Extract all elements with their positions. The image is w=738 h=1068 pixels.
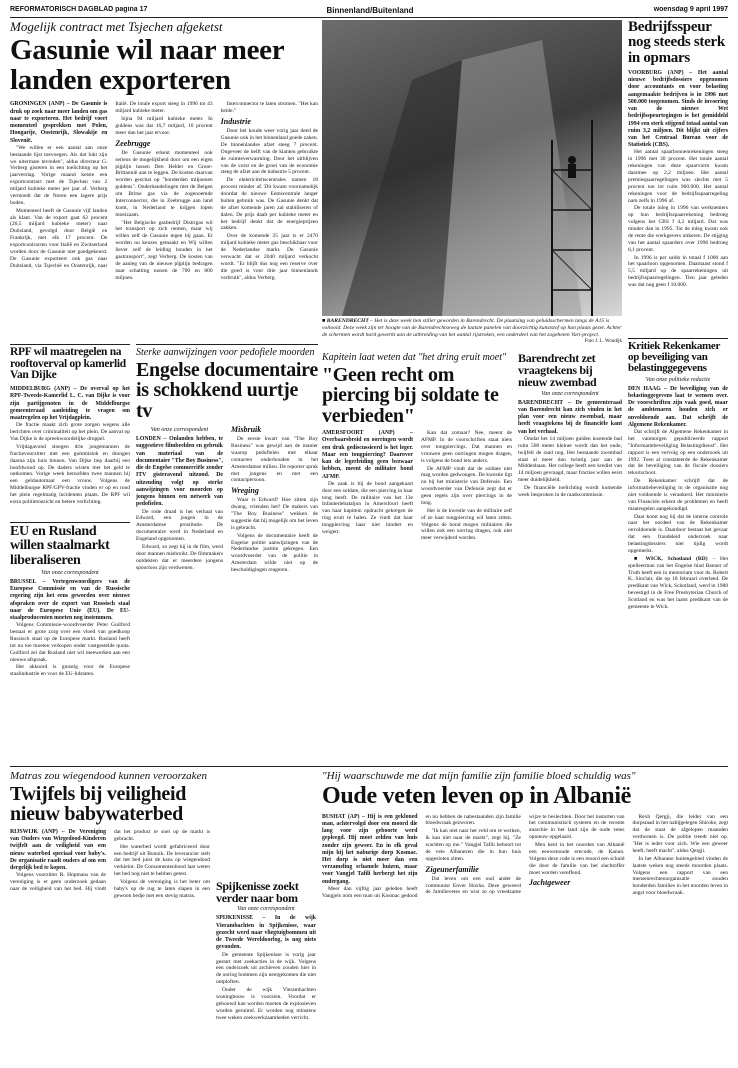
gasunie-sub-industrie: Industrie bbox=[220, 117, 251, 127]
documentaire-p1: De rode draad is het verhaal van Edward, een jongen in de Amsterdamse prostitutie. De documentaire werd in Nederland en Engeland opgenomen. bbox=[136, 508, 223, 543]
rpf-headline: RPF wil maatregelen na rooftoverval op kamerlid Van Dijke bbox=[10, 347, 126, 382]
photo-caption-text: Het is deze week tien stiller geworden in Barendrecht. De plaatsing van geluidsschermen langs de A15 is voltooid. Deze week zijn ter hoogte van de Barendrechtseweg de laatste panelen van doorzichtig kunststof op hun plaats gezet. Achter de schermen wordt hard gewerkt aan de uitbreiding van het aantal rijstroken, een onderdeel van het zogeheten Vari-project. bbox=[322, 318, 622, 338]
eu-byline: Van onze correspondent bbox=[41, 569, 99, 576]
article-bedrijfsspeur bbox=[628, 20, 728, 340]
kritiek-top-rule bbox=[628, 338, 728, 339]
albanie-p2: "Ik kan niet naar het veld om te werken, ik kan niet naar de markt", zegt hij. "Ze wachten op me." Vangjel Tafili behoort tot de vele Albanezen die in hun huis opgesloten zitten. bbox=[425, 828, 521, 862]
page-header-center: Binnenland/Buitenland bbox=[326, 6, 414, 15]
waterbed-headline: Twijfels bij veiligheid nieuw babywaterbed bbox=[10, 783, 187, 826]
gasunie-headline: Gasunie wil naar meer landen exporteren bbox=[10, 34, 284, 96]
piercing-p3: De AFMP vindt dat de soldate niet mag worden gedwongen. De kwestie ligt nu bij het ministerie van Defensie. Een woordvoerder van Defensie zegt dat er geen regels zijn over piercings in de tong. bbox=[421, 465, 512, 506]
article-piercing bbox=[322, 352, 512, 762]
gasunie-p9: Over de komende 25 jaar is er 2470 miljard kubieke meter gas beschikbaar voor de Nederlandse markt. De Gasunie verwacht dat er 2040 miljard verkocht wordt. "Er blijft dus nog een reserve over die goed is voor drie jaar binnenlands verbruik", aldus Verberg. bbox=[220, 233, 318, 281]
documentaire-p2: Edward, zo zegt hij in de film, werd door mannen misbruikt. De filmmakers ontdekten dat er meerdere jongens spoorloos zijn verdwenen. bbox=[136, 543, 223, 571]
kritiek-p2: De Rekenkamer schrijft dat de informatiebeveiliging in de organisatie nog niet voldoende is verankerd. Het ministerie van Financiën erkent de problemen en heeft maatregelen aangekondigd. bbox=[628, 478, 728, 512]
eu-headline: EU en Rusland willen staalmarkt liberaliseren bbox=[10, 525, 110, 568]
kritiek-p1: Dat schrijft de Algemene Rekenkamer in het vanmorgen gepubliceerde rapport "Informatiebeveiliging Belastingdienst". Het rapport is een vervolg op een onderzoek uit 1992. Toen al constateerde de Rekenkamer dat de beveiliging van de fiscale dossiers tekortschoot. bbox=[628, 429, 728, 477]
documentaire-top-rule bbox=[136, 344, 318, 345]
article-rpf bbox=[10, 347, 130, 517]
gasunie-p2: Momenteel heeft de Gasunie vijf landen als klant. Van de export gaat 62 procent (26,5 miljard kubieke meter) naar Duitsland, gevolgd door België en Frankrijk, met elk 17 procent. De exportcontracten voor Italië en Zwitserland worden door de Gasunie niet goedgekeurd. De Gasunie exporteert ook gas naar Duitsland, via Tsjechië en Oostenrijk, naar Italië. De totale export steeg in 1996 tot 43 miljard kubieke meter. bbox=[10, 101, 213, 269]
piercing-p2: Kan dat zomaar? Nee, meent de AFMP. In de voorschriften staat niets over tongpiercings. Dat mannen en vrouwen geen oorringen mogen dragen, is volgens de bond iets anders. bbox=[421, 430, 512, 464]
documentaire-sub-misbruik: Misbruik bbox=[231, 425, 262, 435]
albanie-kicker: "Hij waarschuwde me dat mijn familie zijn familie bloed schuldig was" bbox=[322, 770, 636, 782]
article-engelse-documentaire bbox=[136, 347, 318, 763]
photo-caption-tag: BARENDRECHT bbox=[326, 318, 369, 324]
piercing-p4: Het is de kwestie van de militaire zelf of ze haar tongpiercing wil laten zitten. Volgens de bond mogen militairen die willen ook een oorring dragen, ook niet meer verwijderd worden. bbox=[421, 507, 512, 542]
gasunie-lead: GRONINGEN (ANP) – De Gasunie is druk op zoek naar meer landen om gas naar te exporteren. Het bedrijf voert momenteel gesprekken met Polen, Hongarije, Oostenrijk, Slowakije en Slovenië. bbox=[10, 101, 108, 144]
documentaire-kicker: Sterke aanwijzingen voor pedofiele moorden bbox=[136, 347, 315, 358]
gasunie-p5: "Het Belgische gasbedrijf Distrigas wil het transport op zich nemen, maar wij willen zelf de Gasunie tegen bij gaan. Er worden nu keuzes gemaakt en Wij willen liever zelf de leiding houden in het gastransport", zegt Verberg. De kosten van de aanleg van de nieuwe pijplijn bedragen naar schatting tussen de 700 en 800 miljoen. bbox=[115, 219, 213, 281]
kritiek-p3: Daar komt nog bij dat de interne controle naar het oordeel van de Rekenkamer onvoldoende is. Daardoor bestaat het gevaar dat een fraudeleid onderzoek naar belastingdossiers niet tijdig wordt opgemerkt. bbox=[628, 513, 728, 554]
documentaire-p5: Volgens de documentaire heeft de Engelse politie aanwijzingen van de Nederlandse justitie gekregen. Een woordvoerder van de politie in Amsterdam wilde niet op de beschuldigingen reageren. bbox=[231, 532, 318, 574]
albanie-p6: In het Albanese buitengebied vinden de laatste weken nog steeds moorden plaats. Volgens een rapport van een mensenrechtenorganisatie zouden honderden families in het noorden leven in angst voor bloedwraak. bbox=[632, 855, 728, 897]
gasunie-p7: Door het koude weer vorig jaar deed de Gasunie ook in het binnenland goede zaken. De binnenlandse afzet steeg 7 procent. Ongeveer de helft van de klanten gebruikte de ruimteverwarming. Door het uitblijven van de vorst en de groei van de economie steeg de afzet aan de industrie 5 procent. bbox=[220, 128, 318, 176]
bom-byline: Van onze correspondent bbox=[237, 906, 295, 913]
documentaire-sub-wreging: Wreging bbox=[231, 486, 259, 496]
article-gasunie bbox=[10, 20, 318, 342]
kritiek-note-tag: WICK, Schotland (RD) bbox=[645, 555, 708, 562]
waterbed-p2: Het waterbed wordt gefabriceerd door een bedrijf uit Bunnik. De leverancier stelt dat het bed juist de kans op wiegendood verkleint. De Consumentenbond laat weten het bed nog niet te hebben getest. bbox=[114, 843, 210, 878]
gasunie-p6: Interconnector te laten stromen. "Het kan beide." bbox=[220, 101, 318, 115]
kritiek-note: ■ WICK, Schotland (RD) – Het spelleerman van het Engelse blad Banner of Truth heeft een in memoriam voor ds. Robert K. Sinclair, die op 18 februari overleed. De predikant van Wick, Schotland, werd in 1988 bevestigd in de Free Presbyterian Church of Scotland en was het laatst predikant van de gemeente te Wick. bbox=[628, 555, 728, 610]
gasunie-p1: "We willen er een aantal aan onze bestaande lijst toevoegen. Als dat lukt zijn we uitermate tevreden", aldus directeur G. Verberg gisteren in een toelichting op het jaarverslag. Vorige maand ketste een exportcontract met de Tsjechen van 2 miljard kubieke meter per jaar af. Verberg vermoedt dat de Noren een lagere prijs boden. bbox=[10, 144, 108, 206]
eu-lead: BRUSSEL – Vertegenwoordigers van de Europese Commissie en van de Russische regering zijn het eens geworden over nieuwe afspraken over de export van Russisch staal naar de Europese Unie (EU). De EU-staalproducenten moeten nog instemmen. bbox=[10, 578, 130, 621]
waterbed-kicker: Matras zou wiegendood kunnen veroorzaken bbox=[10, 770, 207, 782]
gasunie-p8: De elektriciteitscentrales namen 18 procent minder af. Dit kwam voornamelijk doordat de nieuwe Eemscentrale langer buiten gebruik was. De Gasunie denkt dat de afzet komende jaren zal stabiliseren of dalen. De prijs daalt per kubieke meter en het bedrijf denkt dat de energieprijzen zakken. bbox=[220, 177, 318, 232]
albanie-p5: Rexh Qergji, die leider van een dorpsraad in het nabijgelegen Shiroke, zegt dat de staat de afgelopen maanden verdwenen is. De politie treedt niet op. "Het is ieder voor zich. Wie een geweer heeft, heeft macht", aldus Qergji. bbox=[632, 813, 728, 854]
zwembad-byline: Van onze correspondent bbox=[541, 390, 599, 397]
article-kritiek-rekenkamer bbox=[628, 341, 728, 764]
page-header-left: REFORMATORISCH DAGBLAD pagina 17 bbox=[10, 6, 148, 13]
bedrijfsspeur-lead: VOORBURG (ANP) – Het aantal nieuwe bedrijfsdossiers opgenomen door accountants en voor belasting aangemaakte bedrijven is in 1996 met 500.000 toegenomen. Sinds de invoering van de nieuwe Wet bedrijfsspeurtegingen is het gemiddeld 1994 een sterk stijgend totaal aantal van ruim 3,2 miljoen. Dit blijkt uit cijfers van het Centraal Bureau voor de Statistiek (CBS). bbox=[628, 69, 728, 149]
kritiek-note-text: Het spelleerman van het Engelse blad Banner of Truth heeft een in memoriam voor ds. Robert K. Sinclair, die op 18 februari overleed. De predikant van Wick, Schotland, werd in 1988 bevestigd in de Free Presbyterian Church of Scotland en was het laatst predikant van de gemeente te Wick. bbox=[628, 555, 728, 610]
rpf-p1: De fractie maakt zich grote zorgen wegens alle berichten over criminaliteit op het plein. De aanval op Van Dijke is de spreekwoordelijke druppel. bbox=[10, 422, 130, 443]
bedrijfsspeur-p1: Het aantal spaarbonnenrekeningen steeg in 1996 met 30 procent. Het totale aantal rekeningen van deze spaarvorm kwam daarmee op 2,2 miljoen. Het aantal premiespaarregelingen was slechts met 5 procent toe tot ruim 900.000. Het aantal rekeningen voor de bedrijfsspaarregeling nam zelfs in 1996 af. bbox=[628, 149, 728, 204]
page-header-right: woensdag 9 april 1997 bbox=[653, 6, 728, 13]
kritiek-lead: DEN HAAG – De beveiliging van de belastinggegevens laat te wensen over. De voorschriften zijn vaak goed, maar de ambtenaren houden zich er onvoldoende aan. Dat schrijft de Algemene Rekenkamer. bbox=[628, 385, 728, 428]
zwembad-headline: Barendrecht zet vraagtekens bij nieuw zwembad bbox=[518, 352, 597, 390]
zwembad-p1: Omdat het 14 miljoen gulden kostende bad ruim 500 meter kleiner wordt dan het oude, twijfelt de raad nog. Het bestaande zwembad staat al meer dan twintig jaar aan de Middenbaan. Het college heeft een krediet van 14 miljoen gevraagd, maar fracties willen eerst meer duidelijkheid. bbox=[518, 435, 622, 484]
bom-headline: Spijkenisse zoekt verder naar bom bbox=[216, 880, 299, 906]
gasunie-p3: bijna 94 miljard kubieke meter. In guldens was dat 16,7 miljard, 10 procent meer dan het jaar ervoor. bbox=[115, 116, 213, 136]
eu-p1: Volgens Commissie-woordvoerder Peter Guilford bestaat er grote zorg over een vloed van goedkoop Russisch staal op de Europese markt. Rusland heeft tot nu toe moeten verkopen onder vastgestelde quota. Guilford zei dat Rusland niet wil meewerken aan een nieuwe afspraak. bbox=[10, 622, 130, 663]
gasunie-sub-zeebrugge: Zeebrugge bbox=[115, 138, 151, 148]
documentaire-headline: Engelse documentaire is schokkend uurtje tv bbox=[136, 359, 318, 422]
piercing-p1: De zaak is bij de bond aangekaart door een soldate, die een piercing in haar tong heeft. De militaire van het 13e Infanteriebataljon in Amersfoort heeft van haar kapitein opdracht gekregen de ring eruit te halen. Ze vindt dat haar tongpiercing haar niet hindert en weigert. bbox=[322, 480, 413, 535]
waterbed-lead: RIJSWIJK (ANP) – De Vereniging van Ouders van Wiegedood-Kinderen twijfelt aan de veiligheid van een nieuw waterbed speciaal voor baby's. De organisatie raadt ouders af om een dergelijk bed te kopen. bbox=[10, 828, 106, 872]
bedrijfsspeur-p2: De totale inleg in 1996 van werknemers op hun bedrijfsspaarrekening bedroeg volgens het CBS f 4,2 miljard. Dat was minder dan in 1995. Tot de inleg kwam ook de rente die werkgevers uitkeren. De stijging van het aantal spaarders over 1996 bedroeg 6,1 procent. bbox=[628, 205, 728, 253]
photo-credit: Foto J. L. Woudijk bbox=[584, 338, 622, 344]
albanie-p3: Dat leven om een oud ander de communist Enver Hoxha. Deze geweerd de familievetes en wist ze op vreedzame wijze te beslechten. Door het instorten van het communistisch systeem en de recente anarchie in het land zijn de oude vetes opnieuw opgelaaid. bbox=[425, 813, 625, 896]
albanie-p1: Meer dan vijftig jaar geleden heeft Vangjels oom een man uit Kosmac gedood en nu hebben de nabestaanden zijn familie bloedwraak gezworen. bbox=[322, 813, 521, 899]
documentaire-byline: Van onze correspondent bbox=[150, 427, 209, 434]
bedrijfsspeur-p3: In 1996 is per saldo in totaal f 1000 aan het spaarloon opgenomen. Daarnaast stond f 5,5 miljard op de spaarrekeningen uit bedrijfsspaarregelingen. Tien jaar geleden was dat nog geen f 10.000. bbox=[628, 254, 728, 289]
bom-p2: Onder de wijk Vierambachten woningbouw is voorzien. Voordat er gebouwd kan worden moeten de explosieven worden geruimd. Er worden nog minstens twee weken zoekwerkzaamheden verricht. bbox=[216, 987, 316, 1021]
documentaire-p3: De eerste kwart van "The Boy Business" was gewijd aan de manier waarop pedofielen met elkaar contacten onderhouden in het Amsterdamse milieu. De reporter sprak met jongens en met een contactpersoon. bbox=[231, 436, 318, 484]
albanie-sub-jachtgeweer: Jachtgeweer bbox=[529, 878, 571, 888]
bom-p1: De gemeente Spijkenisse is vorig jaar gestart met zoekacties in de wijk. Volgens een onderzoek uit archieven zouden hier in de oorlog bommen zijn neergekomen die niet ontploften. bbox=[216, 951, 316, 986]
kritiek-byline: Van onze politieke redactie bbox=[645, 376, 711, 383]
zwembad-lead: BARENDRECHT – De gemeenteraad van Barendrecht kan zich vinden in het plan voor een nieuw zwembad, maar heeft vraagtekens bij de financiële kant van het verhaal. bbox=[518, 399, 622, 435]
article-eu-rusland bbox=[10, 525, 130, 763]
article-spijkenisse-bom bbox=[216, 880, 316, 1060]
header-rule bbox=[10, 17, 728, 18]
photo-barendrecht-geluidsschermen bbox=[322, 20, 622, 316]
gasunie-kicker: Mogelijk contract met Tsjechen afgeketst bbox=[10, 20, 223, 34]
piercing-headline: "Geen recht om piercing bij soldate te verbieden" bbox=[322, 364, 499, 427]
eu-top-rule bbox=[10, 522, 130, 523]
article-albanie bbox=[322, 770, 728, 1060]
albanie-headline: Oude veten leven op in Albanië bbox=[322, 783, 632, 810]
zwembad-p2: De financiële toelichting wordt komende week besproken in de raadscommissie. bbox=[518, 485, 622, 498]
kritiek-headline: Kritiek Rekenkamer op beveiliging van belastinggegevens bbox=[628, 341, 720, 375]
eu-p2: Het akkoord is gunstig voor de Europese staalindustrie en voor de EU-lidstaten. bbox=[10, 664, 130, 678]
waterbed-p3: Volgens de vereniging is het beter om baby's op de rug te laten slapen in een gewoon bedje met een stevig matras. bbox=[114, 879, 210, 899]
article-babywaterbed bbox=[10, 770, 210, 1060]
documentaire-lead: LONDEN – Onlanden hebben, te suggestieve filmbeelden en gebruik van materiaal van de documentaire "The Boy Business", die de Engelse commerciële zender ITV gisteravond uitzond. De uitzending volgt op sterke aanwijzingen voor moorden op jongens binnen een netwerk van pedofielen. bbox=[136, 436, 223, 508]
albanie-p4: Men kent in het noorden van Albanië een eeuwenoude erecode, de Kanun. Volgens deze code is een moord een schuld die door de familie van het slachtoffer moet worden vereffend. bbox=[529, 842, 625, 876]
bedrijfsspeur-headline: Bedrijfsspeur nog steeds sterk in opmars bbox=[628, 20, 725, 66]
photo-caption: ■ BARENDRECHT – Het is deze week tien stiller geworden in Barendrecht. De plaatsing van geluidsschermen langs de A15 is voltooid. Deze week zijn ter hoogte van de Barendrechtseweg de laatste panelen van doorzichtig kunststof op hun plaats gezet. Achter de schermen wordt hard gewerkt aan de uitbreiding van het aantal rijstroken, een onderdeel van het zogeheten Vari-project. Foto J. L. Woudijk bbox=[322, 318, 622, 344]
article-barendrecht-zwembad bbox=[518, 352, 622, 762]
rpf-p2: Vrijdagavond sloegen drie jongemannen de fractievoorzitter met een gummistok en drongen daarna zijn huis binnen. Van Dijke liep daarbij een hoofdwond op. De daders wisten met het geld te ontkomen. Vorige week beroofden twee mannen bij een geldautomaat een vrouw. Volgens de Middelburgse RPF/GPV-fractie vinden er op en rond het plein regelmatig incidenten plaats. De RPF wil extra politietoezicht en betere verlichting. bbox=[10, 443, 130, 505]
albanie-lead: BUSHAT (AP) – Hij is een gekloned man, achtervolgd door een moord die lang voor zijn geboorte werd gepleegd. Hij moet zelden van huis zonder zijn geweer. En in elk geval mijn hij het naburige dorp Kosmac. Het dorp is niet meer dan een verzameling schamele huizen, maar voor Vangjel Tafili herbergt het zijn ondergang. bbox=[322, 813, 418, 885]
gasunie-p4: De Gasunie erkent momenteel ook serieus de mogelijkheid door om een eigen pijplijn tussen Den Helder en Groot-Brittannië aan te leggen. De kosten daarvan worden geschat op "honderden miljoenen guldens". Onderhandelingen met de Belgen om Britse gas via de zogenoemde Interconnector, die in Zeebrugge aan land komt, in Nederland te krijgen lopen moeizaam. bbox=[115, 149, 213, 218]
rpf-top-rule bbox=[10, 344, 130, 345]
piercing-kicker: Kapitein laat weten dat "het dring eruit moet" bbox=[322, 352, 507, 363]
rpf-lead: MIDDELBURG (ANP) – De overval op het RPF-Tweede-Kamerlid L. C. van Dijke is voor zijn partijgenoten in de Middelburgse gemeenteraad aanleiding te vragen om maatregelen op het Vrijdagplein. bbox=[10, 386, 130, 422]
bom-lead: SPIJKENISSE – In de wijk Vierambachten in Spijkenisse, waar gezocht werd naar vliegtuigbommen uit de Tweede Wereldoorlog, is nog niets gevonden. bbox=[216, 915, 316, 951]
lower-section-rule bbox=[10, 766, 728, 767]
piercing-lead: AMERSFOORT (ANP) – Overbaarsbreid en oorringen wordt een druk gediscussieerd is het leger. Maar een tongpiercing? Daarover kan de legerleiding geen bezwaar hebben, meent de militaire bond AFMP. bbox=[322, 430, 413, 480]
documentaire-p4: Waar is Edward? Hoe zitten zijn dwang, vrienden het? De makers van "The Boy Business" wekken de suggestie dat hij mogelijk om het leven is gebracht. bbox=[231, 497, 318, 531]
waterbed-p1: Volgens voorzitter R. Hopmans van de vereniging is er geen onderzoek gedaan naar de veiligheid van het bed. Hij vindt dat het product te snel op de markt is gebracht. bbox=[10, 828, 210, 893]
photo-scaffold-illustration bbox=[322, 20, 622, 316]
albanie-sub-zigeunerfamilie: Zigeunerfamilie bbox=[425, 864, 479, 874]
